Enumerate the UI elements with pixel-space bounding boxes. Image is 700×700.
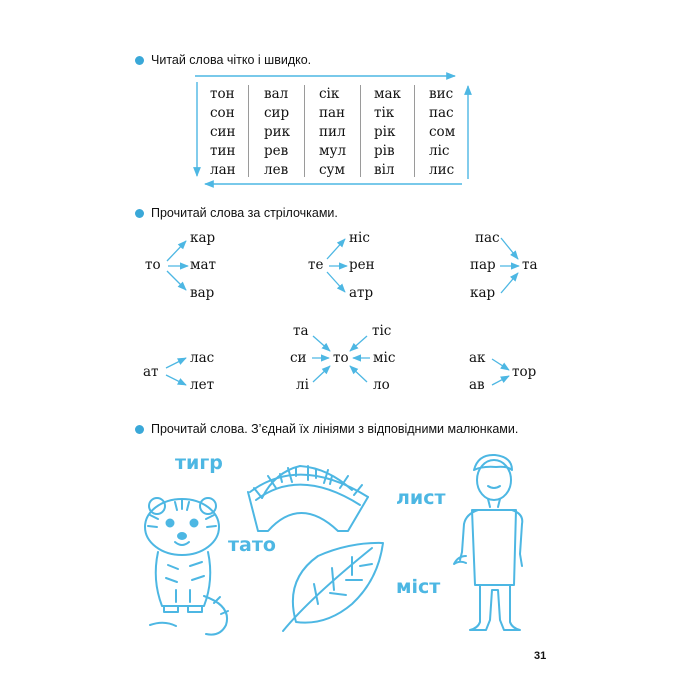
syllable: си	[290, 350, 307, 366]
syllable: тор	[512, 364, 537, 380]
word-cell: рів	[374, 143, 395, 159]
syllable: лі	[296, 377, 309, 393]
bridge-icon	[248, 466, 368, 531]
word-cell: сир	[264, 105, 290, 121]
syllable: міс	[373, 350, 396, 366]
syllable: ніс	[349, 230, 370, 246]
word-cell: пил	[319, 124, 346, 140]
syllable: та	[293, 323, 309, 339]
word-cell: тин	[210, 143, 236, 159]
word-cell: вис	[429, 86, 454, 102]
word-cell: тон	[210, 86, 235, 102]
word-cell: лис	[429, 162, 455, 178]
syllable: атр	[349, 285, 374, 301]
syllable: пар	[470, 257, 496, 273]
word-leaf: лист	[396, 487, 446, 509]
word-tiger: тигр	[175, 452, 223, 474]
leaf-icon	[283, 543, 383, 631]
syllable: мат	[190, 257, 217, 273]
syllable: кар	[190, 230, 216, 246]
syllable: рен	[349, 257, 375, 273]
word-cell: сік	[319, 86, 340, 102]
syllable: ло	[373, 377, 390, 393]
word-cell: мул	[319, 143, 347, 159]
word-cell: тік	[374, 105, 395, 121]
word-cell: сом	[429, 124, 456, 140]
syllable: ав	[469, 377, 485, 393]
syllable: тіс	[372, 323, 392, 339]
word-cell: рев	[264, 143, 289, 159]
syllable: пас	[475, 230, 500, 246]
word-cell: сон	[210, 105, 235, 121]
syllable: кар	[470, 285, 496, 301]
syllable: то	[145, 257, 161, 273]
word-cell: пас	[429, 105, 454, 121]
syllable: вар	[190, 285, 215, 301]
syllable: ак	[469, 350, 486, 366]
syllable: те	[308, 257, 324, 273]
word-cell: ліс	[429, 143, 450, 159]
word-cell: мак	[374, 86, 401, 102]
syllable: та	[522, 257, 538, 273]
word-cell: син	[210, 124, 236, 140]
word-cell: сум	[319, 162, 346, 178]
syllable: лет	[190, 377, 215, 393]
instruction-3-text: Прочитай слова. З’єднай їх лініями з відповідними малюнками.	[151, 422, 519, 436]
syllable: то	[333, 350, 349, 366]
syllable: лас	[190, 350, 215, 366]
word-cell: лан	[210, 162, 236, 178]
tiger-cub-icon	[145, 498, 228, 635]
instruction-2-text: Прочитай слова за стрілочками.	[151, 206, 338, 220]
syllable: ат	[143, 364, 159, 380]
word-bridge: міст	[396, 576, 441, 598]
word-cell: лев	[264, 162, 289, 178]
instruction-1-text: Читай слова чітко і швидко.	[151, 53, 312, 67]
word-cell: пан	[319, 105, 346, 121]
word-cell: вал	[264, 86, 289, 102]
word-cell: рік	[374, 124, 396, 140]
word-dad: тато	[228, 534, 276, 556]
page-number: 31	[534, 650, 547, 662]
man-figure-icon	[454, 455, 522, 630]
word-cell: віл	[374, 162, 395, 178]
word-cell: рик	[264, 124, 291, 140]
